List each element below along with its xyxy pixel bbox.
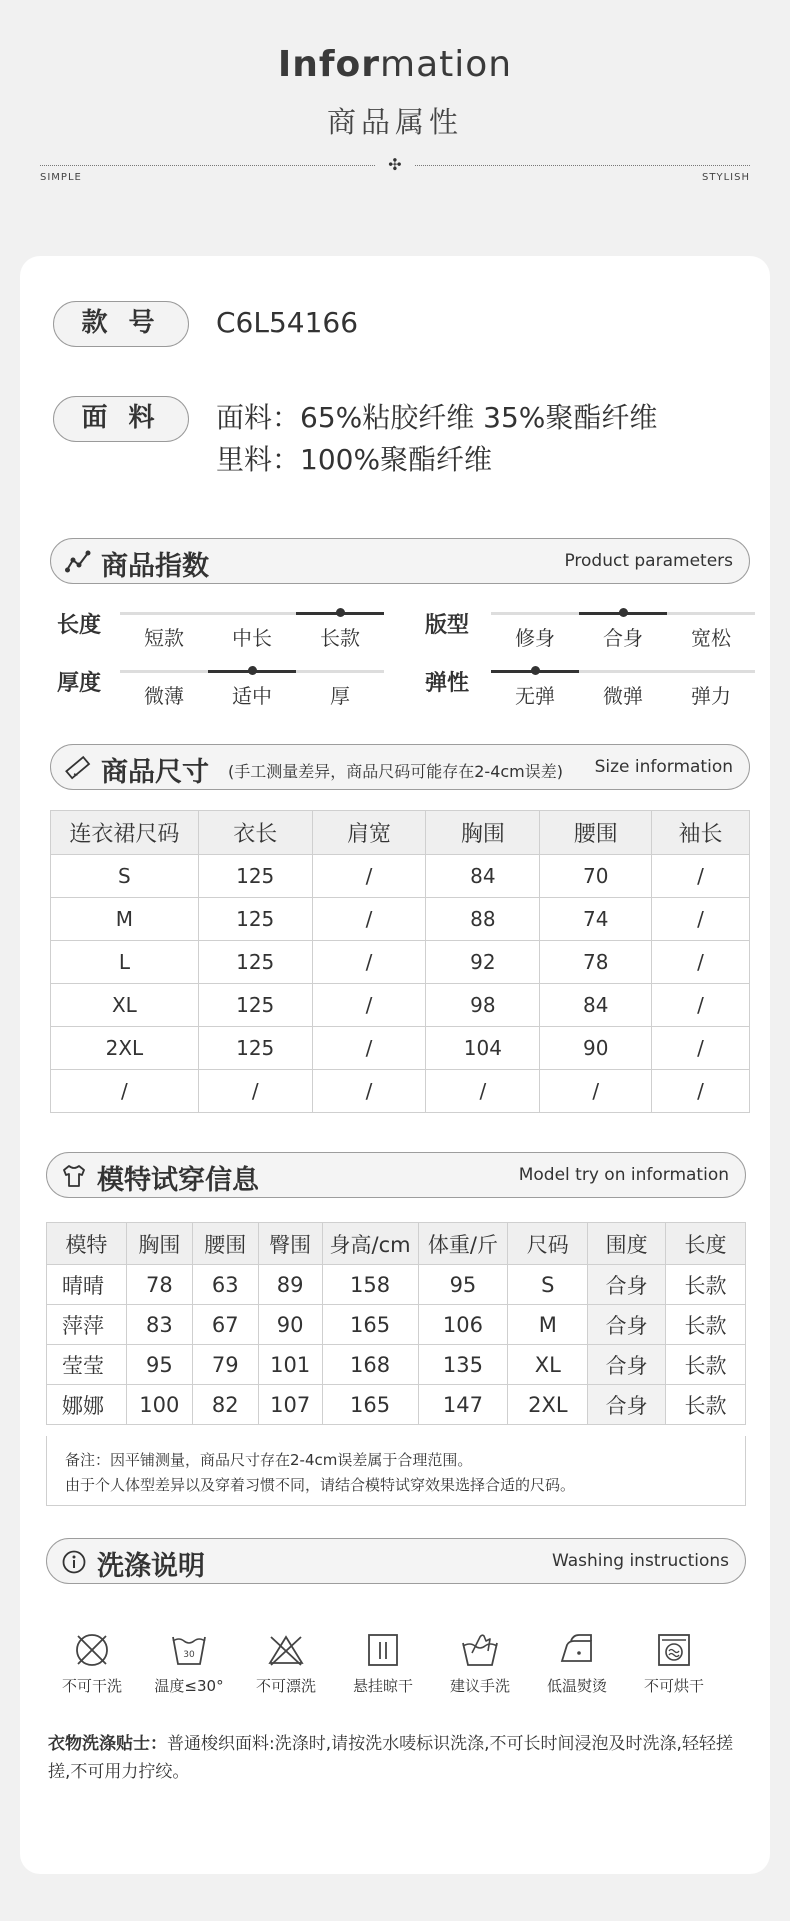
model-cell: 168 [322,1345,418,1385]
header-divider-left [40,165,375,166]
model-cell: 82 [192,1385,258,1425]
model-header-cell: 尺码 [508,1223,588,1265]
model-header-cell: 臀围 [258,1223,322,1265]
size-header-cell: 连衣裙尺码 [51,811,199,855]
wash-label: 温度≤30° [154,1677,224,1695]
ruler-icon [65,755,91,781]
wash-item-hang-dry [338,1631,428,1696]
fabric-line-2: 里料：100%聚酯纤维 [216,443,493,476]
model-cell: 107 [258,1385,322,1425]
care-tips [48,1730,748,1786]
size-cell: / [652,1070,750,1113]
param-scale-dot [531,666,540,675]
model-cell: 90 [258,1305,322,1345]
model-cell: 95 [418,1265,508,1305]
size-cell: / [312,1027,426,1070]
size-cell: / [540,1070,652,1113]
hang-dry-icon [364,1631,402,1669]
model-table [46,1222,746,1425]
model-cell: 合身 [588,1265,666,1305]
header-title [0,44,790,85]
wash-item-low-iron [532,1631,622,1696]
model-cell: 106 [418,1305,508,1345]
size-cell: 74 [540,898,652,941]
low-iron-icon [557,1631,597,1669]
params-title: 商品指数 [101,551,209,582]
table-row [47,1385,746,1425]
model-cell: 78 [126,1265,192,1305]
model-cell: 合身 [588,1385,666,1425]
table-row [47,1345,746,1385]
size-cell: / [312,898,426,941]
model-cell: XL [508,1345,588,1385]
param-label: 版型 [425,613,470,638]
table-row [51,984,750,1027]
table-row [51,898,750,941]
model-header-cell: 胸围 [126,1223,192,1265]
size-header-cell: 衣长 [198,811,312,855]
size-cell: XL [51,984,199,1027]
size-title-en: Size information [594,757,733,777]
size-cell: 98 [426,984,540,1027]
info-card [20,256,770,1874]
size-cell: / [652,855,750,898]
size-cell: 125 [198,898,312,941]
trend-line-icon [65,549,91,575]
model-cell: 83 [126,1305,192,1345]
model-cell: 165 [322,1305,418,1345]
size-cell: 84 [540,984,652,1027]
info-circle-icon [61,1549,87,1575]
size-cell: 125 [198,1027,312,1070]
model-cell: 95 [126,1345,192,1385]
param-option: 适中 [232,684,272,708]
param-label: 长度 [57,613,102,638]
size-cell: / [51,1070,199,1113]
size-cell: 125 [198,855,312,898]
fabric-label: 面 料 [53,396,189,442]
size-cell: 90 [540,1027,652,1070]
size-cell: 70 [540,855,652,898]
model-cell: 萍萍 [47,1305,127,1345]
wash-item-hand-wash [435,1631,525,1696]
model-header-cell: 腰围 [192,1223,258,1265]
size-header-cell: 袖长 [652,811,750,855]
model-section-bar [46,1152,746,1198]
size-cell: / [652,984,750,1027]
model-cell: 67 [192,1305,258,1345]
care-label: 衣物洗涤贴士： [48,1734,167,1754]
param-scale-dot [248,666,257,675]
wash-30-icon [170,1631,208,1669]
page-header [0,0,790,230]
no-tumble-dry-icon [655,1631,693,1669]
table-row [51,1027,750,1070]
size-cell: / [312,984,426,1027]
wash-label: 悬挂晾干 [352,1677,413,1695]
washing-title-en: Washing instructions [551,1551,729,1571]
table-row [47,1265,746,1305]
model-cell: 长款 [666,1345,746,1385]
model-cell: M [508,1305,588,1345]
size-cell: 92 [426,941,540,984]
header-title-light: mation [380,44,513,85]
care-text: 普通梭织面料:洗涤时,请按洗水唛标识洗涤,不可长时间浸泡及时洗涤,轻轻搓搓,不可用力拧绞。 [48,1734,733,1782]
model-cell: 莹莹 [47,1345,127,1385]
size-cell: 88 [426,898,540,941]
wash-label: 不可烘干 [643,1677,704,1695]
model-cell: 长款 [666,1305,746,1345]
no-dry-clean-icon [73,1631,111,1669]
size-header-cell: 腰围 [540,811,652,855]
param-option: 合身 [603,626,643,650]
size-cell: S [51,855,199,898]
model-cell: 2XL [508,1385,588,1425]
hand-wash-icon [460,1631,500,1669]
model-cell: 长款 [666,1265,746,1305]
header-title-bold: Infor [277,44,381,85]
param-option: 短款 [144,626,184,650]
size-cell: / [198,1070,312,1113]
model-cell: 79 [192,1345,258,1385]
style-no-label: 款 号 [53,301,189,347]
size-cell: / [426,1070,540,1113]
header-tag-right: STYLISH [702,172,750,183]
model-header-cell: 围度 [588,1223,666,1265]
no-bleach-icon [267,1631,305,1669]
model-cell: S [508,1265,588,1305]
param-label: 弹性 [425,671,470,696]
style-no-value: C6L54166 [216,306,359,339]
model-cell: 147 [418,1385,508,1425]
model-title-en: Model try on information [518,1165,729,1185]
wash-item-no-bleach [241,1631,331,1696]
model-header-cell: 体重/斤 [418,1223,508,1265]
size-title: 商品尺寸 [101,757,209,788]
header-divider-right [415,165,750,166]
param-scale [120,612,384,615]
param-option: 宽松 [691,626,731,650]
size-cell: / [312,855,426,898]
param-option: 弹力 [691,684,731,708]
size-cell: / [652,1027,750,1070]
param-option: 长款 [320,626,360,650]
size-note: (手工测量差异，商品尺码可能存在2-4cm误差) [228,762,564,781]
param-option: 厚 [330,684,350,708]
model-cell: 晴晴 [47,1265,127,1305]
wash-temp-badge: 30 [183,1650,195,1660]
params-title-en: Product parameters [564,551,733,571]
header-tag-left: SIMPLE [40,172,82,183]
size-cell: M [51,898,199,941]
param-option: 微弹 [603,684,643,708]
model-note-line-1: 备注：因平铺测量，商品尺寸存在2-4cm误差属于合理范围。 [65,1451,473,1469]
model-header-cell: 模特 [47,1223,127,1265]
size-cell: 125 [198,941,312,984]
model-title: 模特试穿信息 [97,1165,259,1196]
fabric-line-1: 面料：65%粘胶纤维 35%聚酯纤维 [216,401,658,434]
model-header-cell: 长度 [666,1223,746,1265]
washing-section-bar [46,1538,746,1584]
table-row [51,941,750,984]
model-cell: 100 [126,1385,192,1425]
model-cell: 101 [258,1345,322,1385]
model-cell: 合身 [588,1305,666,1345]
model-cell: 89 [258,1265,322,1305]
wash-label: 建议手洗 [449,1677,510,1695]
wash-item-no-tumble-dry [629,1631,719,1696]
tshirt-icon [61,1163,87,1189]
param-scale [120,670,384,673]
param-option: 中长 [232,626,272,650]
cross-ornament-icon: ✣ [388,155,402,174]
header-subtitle: 商品属性 [326,105,463,139]
size-cell: / [312,1070,426,1113]
wash-item-wash-30 [144,1631,234,1696]
washing-title: 洗涤说明 [97,1551,205,1582]
wash-label: 不可干洗 [61,1677,122,1695]
model-cell: 合身 [588,1345,666,1385]
size-header-cell: 胸围 [426,811,540,855]
size-cell: / [652,898,750,941]
param-scale-dot [619,608,628,617]
size-cell: 104 [426,1027,540,1070]
param-scale [491,670,755,673]
model-cell: 娜娜 [47,1385,127,1425]
wash-label: 低温熨烫 [546,1677,607,1695]
param-scale [491,612,755,615]
model-cell: 158 [322,1265,418,1305]
size-table [50,810,750,1113]
size-cell: 78 [540,941,652,984]
table-row [51,1070,750,1113]
param-label: 厚度 [57,671,102,696]
param-option: 微薄 [144,684,184,708]
param-scale-dot [336,608,345,617]
size-header-cell: 肩宽 [312,811,426,855]
size-cell: / [312,941,426,984]
model-header-cell: 身高/cm [322,1223,418,1265]
model-cell: 长款 [666,1385,746,1425]
model-cell: 165 [322,1385,418,1425]
param-option: 无弹 [515,684,555,708]
size-cell: 125 [198,984,312,1027]
model-note [46,1436,746,1506]
model-note-line-2: 由于个人体型差异以及穿着习惯不同，请结合模特试穿效果选择合适的尺码。 [65,1476,576,1494]
model-cell: 135 [418,1345,508,1385]
param-option: 修身 [515,626,555,650]
model-cell: 63 [192,1265,258,1305]
size-cell: 2XL [51,1027,199,1070]
size-cell: L [51,941,199,984]
wash-label: 不可漂洗 [255,1677,316,1695]
table-row [51,855,750,898]
size-section-bar [50,744,750,790]
table-row [47,1305,746,1345]
params-section-bar [50,538,750,584]
wash-item-no-dry-clean [47,1631,137,1696]
size-cell: / [652,941,750,984]
size-cell: 84 [426,855,540,898]
